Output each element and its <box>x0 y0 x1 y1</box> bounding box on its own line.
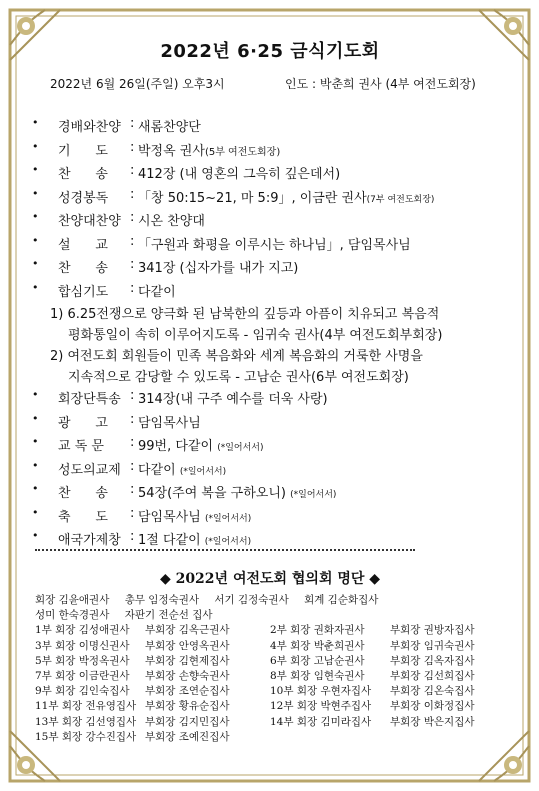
colon: : <box>130 505 135 521</box>
officer-entry: 13부 회장 김선영집사 <box>35 715 137 728</box>
officer-entry: 15부 회장 강수진집사 <box>35 730 137 743</box>
dotted-divider <box>35 549 415 551</box>
program-value: 314장(내 구주 예수를 더욱 사랑) <box>138 392 328 407</box>
program-label: 합심기도 <box>58 284 109 300</box>
officer-entry: 부회장 조예진집사 <box>145 730 230 743</box>
colon: : <box>130 139 135 155</box>
prayer-2 <box>30 346 510 388</box>
program-label: 기 도 <box>58 143 108 159</box>
service-leader: 인도 : 박춘희 권사 (4부 여전도회장) <box>285 77 476 91</box>
program-label: 광 고 <box>58 415 108 431</box>
program-item <box>30 163 510 187</box>
program-value: 341장 (십자가를 내가 지고) <box>138 261 299 276</box>
program-item <box>30 116 510 140</box>
officer-entry: 부회장 김지민집사 <box>145 715 230 728</box>
program-label: 경배와찬양 <box>58 120 121 135</box>
program-value: 다같이 <box>138 462 176 478</box>
program-item <box>30 281 510 305</box>
program-value: 54장(주여 복을 구하오니) <box>138 486 286 501</box>
bullet: • <box>32 458 39 472</box>
program-note: (*일어서서) <box>204 537 252 547</box>
officer-entry: 부회장 김옥근권사 <box>145 624 230 637</box>
program-label: 찬양대찬양 <box>58 214 121 229</box>
officer-entry: 1부 회장 김성애권사 <box>35 624 130 637</box>
officers-row <box>35 608 510 623</box>
officer-table <box>35 623 510 745</box>
program-label: 축 도 <box>58 509 108 525</box>
colon: : <box>130 163 135 178</box>
program-label: 찬 송 <box>58 486 108 501</box>
program-value: 담임목사님 <box>138 509 201 525</box>
officer-entry: 부회장 이화정집사 <box>390 700 475 713</box>
officers-list <box>35 593 510 745</box>
officer-entry: 회장 김윤애권사 <box>35 594 110 606</box>
program-note: (7부 여전도회장) <box>366 194 435 205</box>
program-item <box>30 412 510 436</box>
officer-entry: 8부 회장 임현숙권사 <box>270 669 365 682</box>
bullet: • <box>32 257 39 270</box>
program-item <box>30 187 510 211</box>
prayer-1 <box>30 304 510 346</box>
officer-entry: 9부 회장 김인숙집사 <box>35 685 130 698</box>
officers-row <box>35 654 510 669</box>
program-item <box>30 459 510 483</box>
program-item <box>30 234 510 258</box>
bullet: • <box>32 210 39 223</box>
program-item <box>30 388 510 412</box>
officer-entry: 부회장 황유순집사 <box>145 700 230 713</box>
program-note: (*일어서서) <box>217 443 264 453</box>
officer-entry: 10부 회장 우현자집사 <box>270 685 372 698</box>
program-value: 「창 50:15~21, 마 5:9」, 이금란 권사 <box>138 190 367 206</box>
colon: : <box>130 280 135 296</box>
prayer-line: 평화통일이 속히 이루어지도록 - 임귀숙 권사(4부 여전도회부회장) <box>68 328 443 343</box>
officer-entry: 부회장 임귀숙권사 <box>390 639 475 652</box>
program-note: (*일어서서) <box>290 490 337 500</box>
section-title: ◆ 2022년 여전도회 협의회 명단 ◆ <box>159 571 381 587</box>
program-value: 「구원과 화평을 이루시는 하나님」, 담임목사님 <box>138 237 411 253</box>
colon: : <box>130 482 135 497</box>
officer-entry: 부회장 김온숙집사 <box>390 685 475 698</box>
officers-row <box>35 669 510 684</box>
bullet: • <box>32 529 39 542</box>
officer-entry: 성미 한숙경권사 <box>35 609 110 622</box>
officers-row <box>35 715 510 730</box>
bullet: • <box>32 411 39 425</box>
prayer-line: 지속적으로 감당할 수 있도록 - 고남순 권사(6부 여전도회장) <box>68 370 409 385</box>
bullet: • <box>32 388 39 401</box>
program-label: 애국가제창 <box>58 533 121 548</box>
officers-row <box>35 639 510 654</box>
colon: : <box>130 411 135 427</box>
officer-entry: 4부 회장 박춘희권사 <box>270 639 365 652</box>
program-item <box>30 435 510 459</box>
officer-entry: 2부 회장 권화자권사 <box>270 624 365 637</box>
program-label: 성경봉독 <box>58 190 109 206</box>
prayer-line: 2) 여전도회 회원들이 민족 복음화와 세계 복음화의 거룩한 사명을 <box>50 349 423 364</box>
officer-entry: 부회장 박은지집사 <box>390 715 475 728</box>
program-value: 시온 찬양대 <box>138 214 205 229</box>
program-item <box>30 257 510 281</box>
program-note: (*일어서서) <box>179 466 227 477</box>
officers-row <box>35 730 510 745</box>
program-item <box>30 506 510 530</box>
program-label: 교 독 문 <box>58 439 104 454</box>
colon: : <box>130 210 135 225</box>
colon: : <box>130 529 135 544</box>
program-value: 다같이 <box>138 284 176 300</box>
program-value: 99번, 다같이 <box>138 439 214 454</box>
program-note: (*일어서서) <box>204 513 252 524</box>
officer-entry: 11부 회장 전유영집사 <box>35 700 137 713</box>
program-value: 담임목사님 <box>138 415 201 431</box>
colon: : <box>130 116 135 131</box>
program-item <box>30 140 510 164</box>
program-item <box>30 210 510 234</box>
program-note: (5부 여전도회장) <box>204 146 281 158</box>
program-value: 박정옥 권사 <box>138 143 205 159</box>
colon: : <box>130 233 135 249</box>
bullet: • <box>32 233 39 247</box>
bullet: • <box>32 116 39 129</box>
bullet: • <box>32 280 39 294</box>
bullet: • <box>32 505 39 519</box>
bullet: • <box>32 163 39 176</box>
officer-entry: 총무 임정숙권사 <box>124 594 200 606</box>
officer-entry: 부회장 권방자집사 <box>390 624 475 637</box>
officer-entry: 부회장 조연순집사 <box>145 685 230 698</box>
officer-entry: 부회장 안영옥권사 <box>145 639 230 652</box>
program-label: 찬 송 <box>58 261 108 276</box>
officer-entry: 자판기 전순선 집사 <box>124 609 213 622</box>
officers-row <box>35 699 510 714</box>
bullet: • <box>32 435 39 448</box>
officer-entry: 부회장 김옥자집사 <box>390 654 475 667</box>
officer-entry: 14부 회장 김미라집사 <box>270 715 372 728</box>
colon: : <box>130 257 135 272</box>
program-label: 찬 송 <box>58 167 108 182</box>
colon: : <box>130 435 135 450</box>
officer-entry: 6부 회장 고남순권사 <box>270 654 365 667</box>
officer-entry: 7부 회장 이금란권사 <box>35 669 130 682</box>
officers-row <box>35 593 510 608</box>
officers-row <box>35 623 510 638</box>
service-date: 2022년 6월 26일(주일) 오후3시 <box>50 77 225 91</box>
officer-entry: 12부 회장 박현주집사 <box>270 700 372 713</box>
officer-entry: 서기 김정숙권사 <box>214 594 289 606</box>
bullet: • <box>32 186 39 200</box>
colon: : <box>130 388 135 403</box>
officer-entry: 3부 회장 이명신권사 <box>35 639 130 652</box>
officer-entry: 회계 김순화집사 <box>304 594 379 606</box>
colon: : <box>130 458 135 474</box>
program-item <box>30 482 510 506</box>
officer-entry: 부회장 손향숙권사 <box>145 669 230 682</box>
officer-entry: 5부 회장 박정옥권사 <box>35 654 130 667</box>
program-label: 회장단특송 <box>58 392 121 407</box>
program-value: 1절 다같이 <box>138 533 201 548</box>
program-list <box>30 116 510 553</box>
page-title: 2022년 6·25 금식기도회 <box>160 41 380 62</box>
bullet: • <box>32 139 39 153</box>
program-value: 412장 (내 영혼의 그윽히 깊은데서) <box>138 167 341 182</box>
prayer-line: 1) 6.25전쟁으로 양극화 된 남북한의 깊등과 아픔이 치유되고 복음적 <box>50 307 440 322</box>
program-label: 성도의교제 <box>58 462 121 478</box>
program-label: 설 교 <box>58 237 108 253</box>
colon: : <box>130 186 135 202</box>
program-value: 새롬찬양단 <box>138 120 201 135</box>
officers-row <box>35 684 510 699</box>
bullet: • <box>32 482 39 495</box>
officer-entry: 부회장 김선희집사 <box>390 669 475 682</box>
officer-entry: 부회장 김현제집사 <box>145 654 230 667</box>
